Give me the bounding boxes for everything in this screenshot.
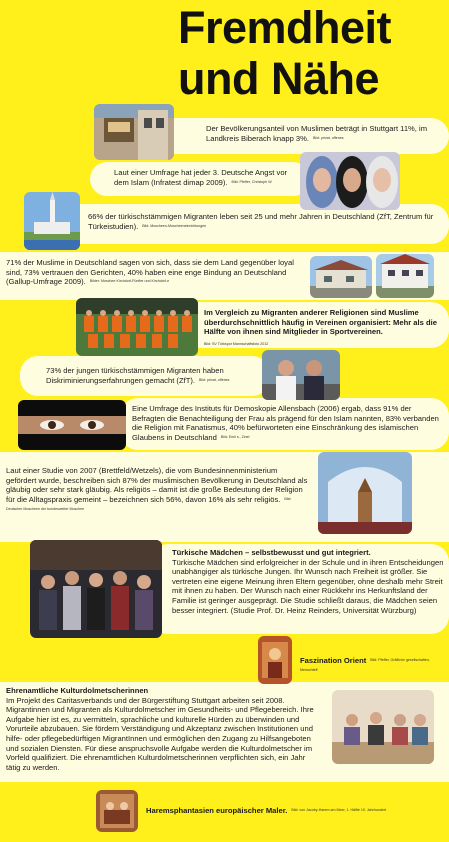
- item-2: [114, 168, 298, 187]
- photo-mosque-interior: [318, 452, 412, 534]
- item-3: [88, 212, 434, 231]
- item-3-source: Bild: Moscheen-Moscheeneinrichtungen: [142, 223, 207, 228]
- item-4-source: Bilder: Moschee Kirchdorf-Fünfter und Kirchdorf-e: [89, 279, 170, 284]
- item-9-heading: Türkische Mädchen – selbstbewusst und gut integriert.: [172, 548, 371, 557]
- item-7-text: Eine Umfrage des Instituts für Demoskopie Allensbach (2006) ergab, dass 91% der Befragten die Benachteiligung der Frau als prägend für den Islam nannten, 83% verbanden die Religion mit Fanatismus, 40% befürworteten eine Einschränkung des islamischen Glaubens in Deutschland: [132, 404, 439, 442]
- item-11-heading: Ehrenamtliche Kulturdolmetscherinnen: [6, 686, 149, 695]
- photo-turkish-girls: [30, 540, 162, 638]
- item-12-text: Haremsphantasien europäischer Maler.: [146, 806, 288, 815]
- item-1: [206, 124, 442, 143]
- item-7: [132, 404, 444, 443]
- item-9: [172, 548, 444, 615]
- item-12: [146, 806, 446, 816]
- item-5-text: Im Vergleich zu Migranten anderer Religionen sind Muslime überdurchschnittlich häufig in Vereinen organisiert: Mehr als die Hälfte von ihnen sind Mitglieder in Sportvereinen.: [204, 308, 437, 337]
- item-4-text: 71% der Muslime in Deutschland sagen von sich, dass sie dem Land gegenüber loyal sind, 73% vertrauen den Gerichten, 40% haben eine enge Bindung an Deutschland (Gallup-Umfrage 2009).: [6, 258, 294, 287]
- item-6-source: Bild: privat, offenes: [198, 377, 230, 382]
- item-1-text: Der Bevölkerungsanteil von Muslimen beträgt in Stuttgart 11%, im Landkreis Biberach knapp 3%.: [206, 124, 428, 143]
- item-3-text: 66% der türkischstämmigen Migranten leben seit 25 und mehr Jahren in Deutschland (ZfT, Zentrum für Türkeistudien).: [88, 212, 434, 231]
- title-line-1: Fremdheit: [178, 2, 392, 53]
- poster-title: [178, 2, 446, 104]
- photo-women-headscarves: [300, 152, 400, 210]
- item-8-text: Laut einer Studie von 2007 (Brettfeld/Wetzels), die vom Bundesinnenministerium gefördert wurde, beschreiben sich 87% der muslimischen Bevölkerung in Deutschland als gläubig oder sehr stark gläubig. Als religiös – damit ist die große Bedeutung der Religion für die Alltagspraxis gemeint – bezeichnen sich 56%, davon 16% als sehr religiös.: [6, 466, 308, 504]
- photo-football-team: [76, 298, 198, 356]
- photo-orient-painting: [258, 636, 292, 684]
- item-5-source-wrap: [204, 340, 324, 350]
- photo-young-men: [262, 350, 340, 400]
- item-11: [6, 686, 320, 772]
- item-10-source: Bild: Pfeffer, Gräfliche gesellschaften, Menschfeff: [300, 658, 430, 672]
- item-4: [6, 258, 302, 287]
- item-2-text: Laut einer Umfrage hat jeder 3. Deutsche Angst vor dem Islam (Infratest dimap 2009).: [114, 168, 288, 187]
- item-1-source: Bild: privat, offenes: [313, 135, 344, 140]
- photo-mosque-minaret: [24, 192, 80, 250]
- photo-mosque-building-2: [376, 254, 434, 298]
- item-5-source: Bild: SV Türkspor Mannschaftsfoto 2012: [204, 342, 269, 347]
- item-10-text: Faszination Orient: [300, 656, 367, 665]
- item-11-text: Im Projekt des Caritasverbands und der Bürgerstiftung Stuttgart arbeiten seit 2008. Migrantinnen und Migranten als Kulturdolmetscher im Gesundheits- und Pflegebereich. Ihre Aufgabe hier ist es, zu vermitteln, sprachliche und kulturelle Hürden zu überwinden und Vorurteile abzubauen. Sie fördern Verständigung und Akzeptanz zwischen Institutionen und hilfe- oder pflegebedürftigen MigrantInnen und ermöglichen den Zugang zu Hilfsangeboten und sozialen Diensten. Für diese anspruchsvolle Aufgabe werden die Kulturdolmetscher im Vorfeld qualifiziert. Die ehrenamtlichen Kulturdolmetscherinnen verpflichten sich, ein Jahr tätig zu werden.: [6, 695, 314, 772]
- item-7-source: Bild: Emil s., Zinel: [220, 434, 250, 439]
- item-8-source: Bild: Deutscher Moscheen der bundesweiter Moschee: [6, 496, 292, 511]
- title-line-2: und Nähe: [178, 53, 380, 104]
- item-10: [300, 656, 446, 676]
- item-6: [46, 366, 254, 385]
- item-8: [6, 466, 308, 514]
- photo-building-sign: [94, 104, 174, 160]
- photo-interpreters-meeting: [332, 690, 434, 764]
- photo-veiled-eyes: [18, 400, 126, 450]
- item-12-source: Bild: von Jacoby-Harem am Meer, 1. Hälfte 19. Jahrhundert: [291, 808, 387, 813]
- photo-mosque-building-1: [310, 256, 372, 298]
- item-9-text: Türkische Mädchen sind erfolgreicher in der Schule und in ihren Entscheidungen unabhängiger als türkische Jungen. Ihr Wunsch nach Freiheit ist größer. Sie vertreten eine eigene Meinung ihren Eltern gegenüber, ohne deshalb mehr Streit mit ihnen zu haben. Der Wunsch nach einer Rückkehr ins Herkunftsland der Familie ist geringer ausgeprägt. Die Studie schließt daraus, die Mädchen seien besser integriert. (Studie Prof. Dr. Heinz Reinders, Universität Würzburg): [172, 557, 444, 615]
- item-6-text: 73% der jungen türkischstämmigen Migranten haben Diskriminierungserfahrungen gemacht (ZfT).: [46, 366, 224, 385]
- item-2-source: Bild: Pfeffer, Christoph W.: [231, 179, 273, 184]
- item-5: [204, 308, 442, 337]
- photo-harem-painting: [96, 790, 138, 832]
